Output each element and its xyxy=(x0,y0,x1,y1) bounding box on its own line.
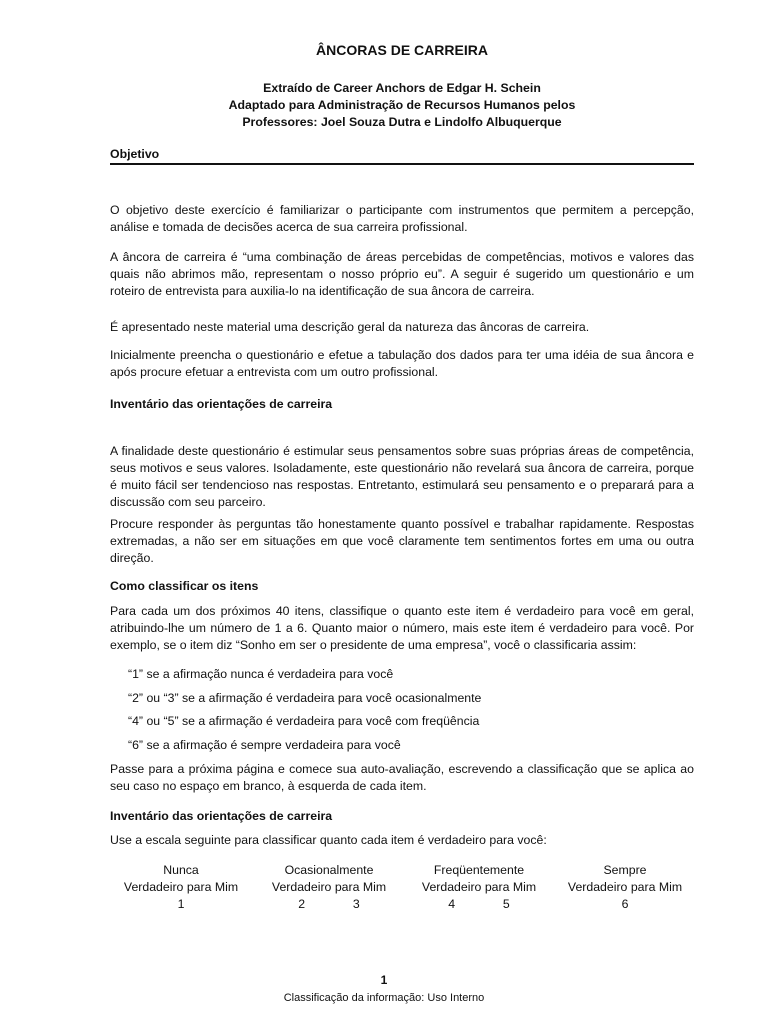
objetivo-paragraph: Inicialmente preencha o questionário e efetue a tabulação dos dados para ter uma idéia de sua âncora e após procure efetuar a entrevista com um outro profissional. xyxy=(110,348,694,379)
inventario-paragraph: Procure responder às perguntas tão honestamente quanto possível e trabalhar rapidamente. Respostas extremadas, a não ser em situações em que você claramente tem sentimentos fortes em uma ou outra direção. xyxy=(110,517,694,565)
classificar-heading: Como classificar os itens xyxy=(110,579,259,593)
objetivo-paragraph: O objetivo deste exercício é familiarizar o participante com instrumentos que permitem a percepção, análise e tomada de decisões acerca de sua carreira profissional. xyxy=(110,203,694,234)
scale-column-ocasionalmente xyxy=(258,862,400,913)
scale-numbers: 2 3 xyxy=(298,897,360,911)
rating-list xyxy=(128,666,688,760)
classificar-closing: Passe para a próxima página e comece sua auto-avaliação, escrevendo a classificação que se aplica ao seu caso no espaço em branco, à esquerda de cada item. xyxy=(110,762,694,793)
list-item: “6” se a afirmação é sempre verdadeira para você xyxy=(128,737,401,752)
list-item: “2” ou “3” se a afirmação é verdadeira para você ocasionalmente xyxy=(128,690,482,705)
objetivo-paragraph: É apresentado neste material uma descrição geral da natureza das âncoras de carreira. xyxy=(110,320,590,334)
inventario2-heading: Inventário das orientações de carreira xyxy=(110,809,333,823)
scale-label: Freqüentemente xyxy=(433,863,525,877)
scale-numbers: 4 5 xyxy=(448,897,510,911)
inventario-paragraph: A finalidade deste questionário é estimular seus pensamentos sobre suas próprias áreas de competência, seus motivos e seus valores. Isoladamente, este questionário não revelará sua âncora de carreira, porque é muito fácil ser tendencioso nas respostas. Entretanto, estimulará seu pensamento e o preparará para a discussão com seu parceiro. xyxy=(110,444,694,509)
scale-column-frequentemente xyxy=(408,862,550,913)
inventario-heading: Inventário das orientações de carreira xyxy=(110,397,333,411)
scale-column-sempre xyxy=(554,862,696,913)
scale-column-nunca xyxy=(110,862,252,913)
objetivo-paragraph: A âncora de carreira é “uma combinação de áreas percebidas de competências, motivos e valores das quais não abrimos mão, representam o nosso próprio eu”. A seguir é sugerido um questionário e um roteiro de entrevista para auxilia-lo na identificação de sua âncora de carreira. xyxy=(110,250,694,298)
scale-sub: Verdadeiro para Mim xyxy=(271,880,387,894)
subtitle-line: Extraído de Career Anchors de Edgar H. Schein xyxy=(263,81,541,95)
classification-footer: Classificação da informação: Uso Interno xyxy=(283,992,485,1004)
scale-label: Nunca xyxy=(163,863,199,877)
scale-label: Ocasionalmente xyxy=(284,863,374,877)
section-divider xyxy=(110,163,694,165)
list-item: “4” ou “5” se a afirmação é verdadeira para você com freqüência xyxy=(128,714,480,728)
subtitle-block xyxy=(110,80,694,131)
subtitle-line: Adaptado para Administração de Recursos Humanos pelos xyxy=(228,98,576,112)
objetivo-heading: Objetivo xyxy=(110,147,160,161)
list-item: “1” se a afirmação nunca é verdadeira para você xyxy=(128,667,394,681)
scale-numbers: 6 xyxy=(621,897,629,911)
scale-numbers: 1 xyxy=(177,897,185,911)
scale-sub: Verdadeiro para Mim xyxy=(123,880,239,894)
scale-sub: Verdadeiro para Mim xyxy=(567,880,683,894)
scale-label: Sempre xyxy=(603,863,647,877)
inventario2-intro: Use a escala seguinte para classificar quanto cada item é verdadeiro para você: xyxy=(110,833,547,847)
page-title: ÂNCORAS DE CARREIRA xyxy=(316,42,488,58)
subtitle-line: Professores: Joel Souza Dutra e Lindolfo Albuquerque xyxy=(242,115,562,129)
scale-sub: Verdadeiro para Mim xyxy=(421,880,537,894)
page-number: 1 xyxy=(380,973,388,987)
classificar-intro: Para cada um dos próximos 40 itens, classifique o quanto este item é verdadeiro para você em geral, atribuindo-lhe um número de 1 a 6. Quanto maior o número, mais este item é verdadeiro para você. Por exemplo, se o item diz “Sonho em ser o presidente de uma empresa”, você o classificaria assim: xyxy=(110,604,694,652)
